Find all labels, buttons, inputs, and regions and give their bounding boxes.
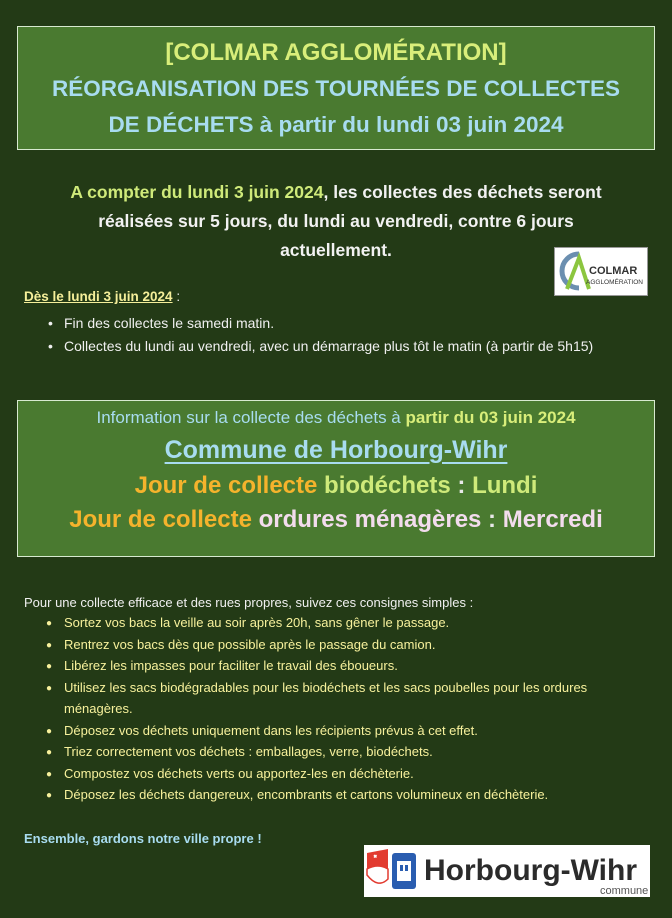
header-line-2: RÉORGANISATION DES TOURNÉES DE COLLECTES (52, 76, 620, 101)
since-heading (24, 289, 180, 304)
tips-intro: Pour une collecte efficace et des rues propres, suivez ces consignes simples : (24, 595, 474, 610)
list-item: • Fin des collectes le samedi matin. (46, 312, 658, 335)
since-label: Dès le lundi 3 juin 2024 (24, 289, 173, 304)
list-item: ● Utilisez les sacs biodégradables pour les biodéchets et les sacs poubelles pour les ordures ménagères. (46, 677, 658, 720)
list-item: ● Compostez vos déchets verts ou apportez-les en déchèterie. (46, 763, 658, 785)
intro-text-c: actuellement. (280, 240, 392, 260)
intro-text-a: , les collectes des déchets seront (323, 182, 602, 202)
list-item: ● Triez correctement vos déchets : emballages, verre, biodéchets. (46, 741, 658, 763)
colmar-agglomeration-logo (554, 247, 648, 296)
commune-name: Commune de Horbourg-Wihr (164, 436, 508, 464)
info-title-a: Information sur la collecte des déchets à (96, 408, 406, 427)
colmar-logo-line-1: COLMAR (589, 265, 638, 277)
colmar-logo-line-2: AGGLOMÉRATION (586, 279, 643, 286)
info-title (18, 405, 654, 431)
list-item: ● Libérez les impasses pour faciliter le travail des éboueurs. (46, 655, 658, 677)
collection-info-box (17, 400, 655, 557)
biowaste-day: Lundi (472, 472, 538, 499)
tips-list (46, 612, 658, 806)
list-item: ● Déposez vos déchets uniquement dans les récipients prévus à cet effet. (46, 720, 658, 742)
household-waste-type: ordures ménagères (258, 506, 482, 533)
household-waste-separator: : (481, 506, 503, 533)
list-item: ● Déposez les déchets dangereux, encombrants et cartons volumineux en déchèterie. (46, 784, 658, 806)
list-item: • Collectes du lundi au vendredi, avec un démarrage plus tôt le matin (à partir de 5h15) (46, 335, 658, 358)
biowaste-type: biodéchets (324, 472, 451, 499)
header-line-3: DE DÉCHETS à partir du lundi 03 juin 2024 (108, 112, 564, 137)
intro-text-b: réalisées sur 5 jours, du lundi au vendredi, contre 6 jours (98, 211, 574, 231)
biowaste-separator: : (450, 472, 473, 499)
household-waste-day-line (18, 503, 654, 537)
biowaste-day-label: Jour de collecte (134, 472, 318, 499)
since-list (46, 312, 658, 358)
list-item: ● Rentrez vos bacs dès que possible après le passage du camion. (46, 634, 658, 656)
household-waste-day: Mercredi (502, 506, 603, 533)
list-item: ● Sortez vos bacs la veille au soir après 20h, sans gêner le passage. (46, 612, 658, 634)
intro-highlight: A compter du lundi 3 juin 2024 (70, 182, 324, 202)
biowaste-day-line (18, 469, 654, 503)
horbourg-wihr-logo (364, 845, 650, 897)
header-line-1: [COLMAR AGGLOMÉRATION] (165, 39, 507, 66)
info-title-b: partir du 03 juin 2024 (405, 408, 576, 427)
coat-of-arms-icon (367, 849, 416, 889)
household-waste-day-label: Jour de collecte (69, 506, 252, 533)
horbourg-logo-sub: commune (600, 885, 649, 897)
header-banner (17, 26, 655, 150)
since-suffix: : (172, 289, 181, 304)
closing-slogan: Ensemble, gardons notre ville propre ! (24, 831, 262, 846)
horbourg-logo-name: Horbourg-Wihr (424, 854, 638, 887)
